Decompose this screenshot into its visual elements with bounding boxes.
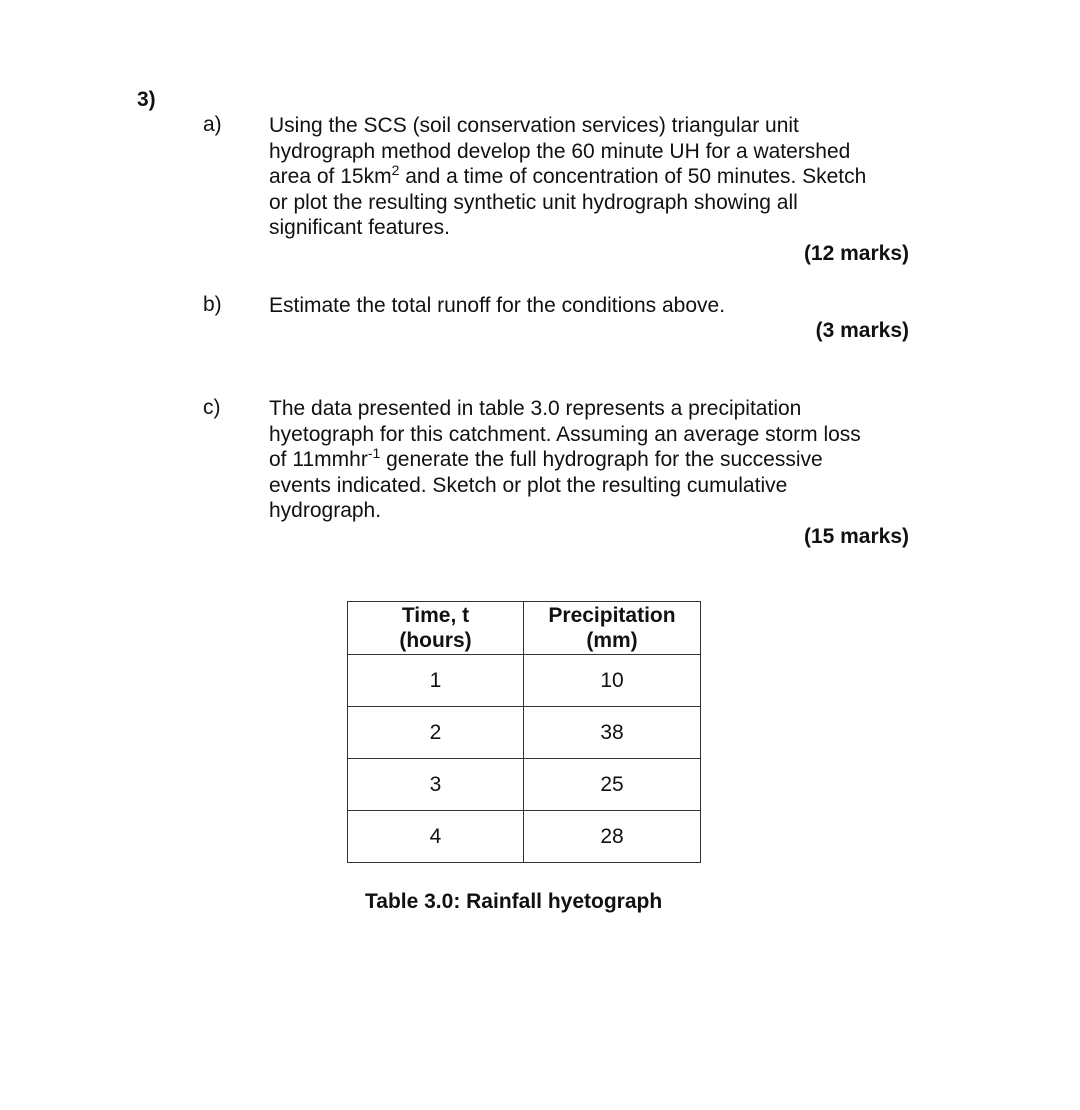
header-precipitation: Precipitation (mm) xyxy=(524,602,701,655)
part-b-label: b) xyxy=(203,293,222,316)
part-c-text: The data presented in table 3.0 represents a precipitation hyetograph for this catchment. Assuming an average storm loss of 11mmhr$^{-1}$ generate the full hydrograph for the successive events indicated. Sketch or plot the resulting cumulative hydrograph. xyxy=(269,397,861,523)
part-c-marks: (15 marks) xyxy=(803,525,909,548)
part-a-label: a) xyxy=(203,113,222,136)
part-a-marks: (12 marks) xyxy=(803,242,909,265)
table-row xyxy=(348,811,701,863)
time-cell: 3 xyxy=(348,759,524,811)
time-cell: 1 xyxy=(348,655,524,707)
time-cell: 4 xyxy=(348,811,524,863)
time-cell: 2 xyxy=(348,707,524,759)
table-row xyxy=(348,655,701,707)
precipitation-cell: 28 xyxy=(524,811,701,863)
table-row xyxy=(348,759,701,811)
rainfall-hyetograph-table xyxy=(347,601,701,863)
precipitation-cell: 38 xyxy=(524,707,701,759)
part-b-text: Estimate the total runoff for the conditions above. xyxy=(269,294,726,317)
precipitation-cell: 10 xyxy=(524,655,701,707)
table-header-row xyxy=(348,602,701,655)
part-a-text: Using the SCS (soil conservation services) triangular unit hydrograph method develop the 60 minute UH for a watershed area of $15km^2$ and a time of concentration of 50 minutes. Sketch or plot the resulting synthetic unit hydrograph showing all significant features. xyxy=(269,114,867,240)
table-caption: Table 3.0: Rainfall hyetograph xyxy=(365,890,663,913)
part-c-label: c) xyxy=(203,396,221,419)
question-number: 3) xyxy=(137,88,156,111)
part-b-marks: (3 marks) xyxy=(815,319,909,342)
header-time: Time, t (hours) xyxy=(348,602,524,655)
table-row xyxy=(348,707,701,759)
precipitation-cell: 25 xyxy=(524,759,701,811)
